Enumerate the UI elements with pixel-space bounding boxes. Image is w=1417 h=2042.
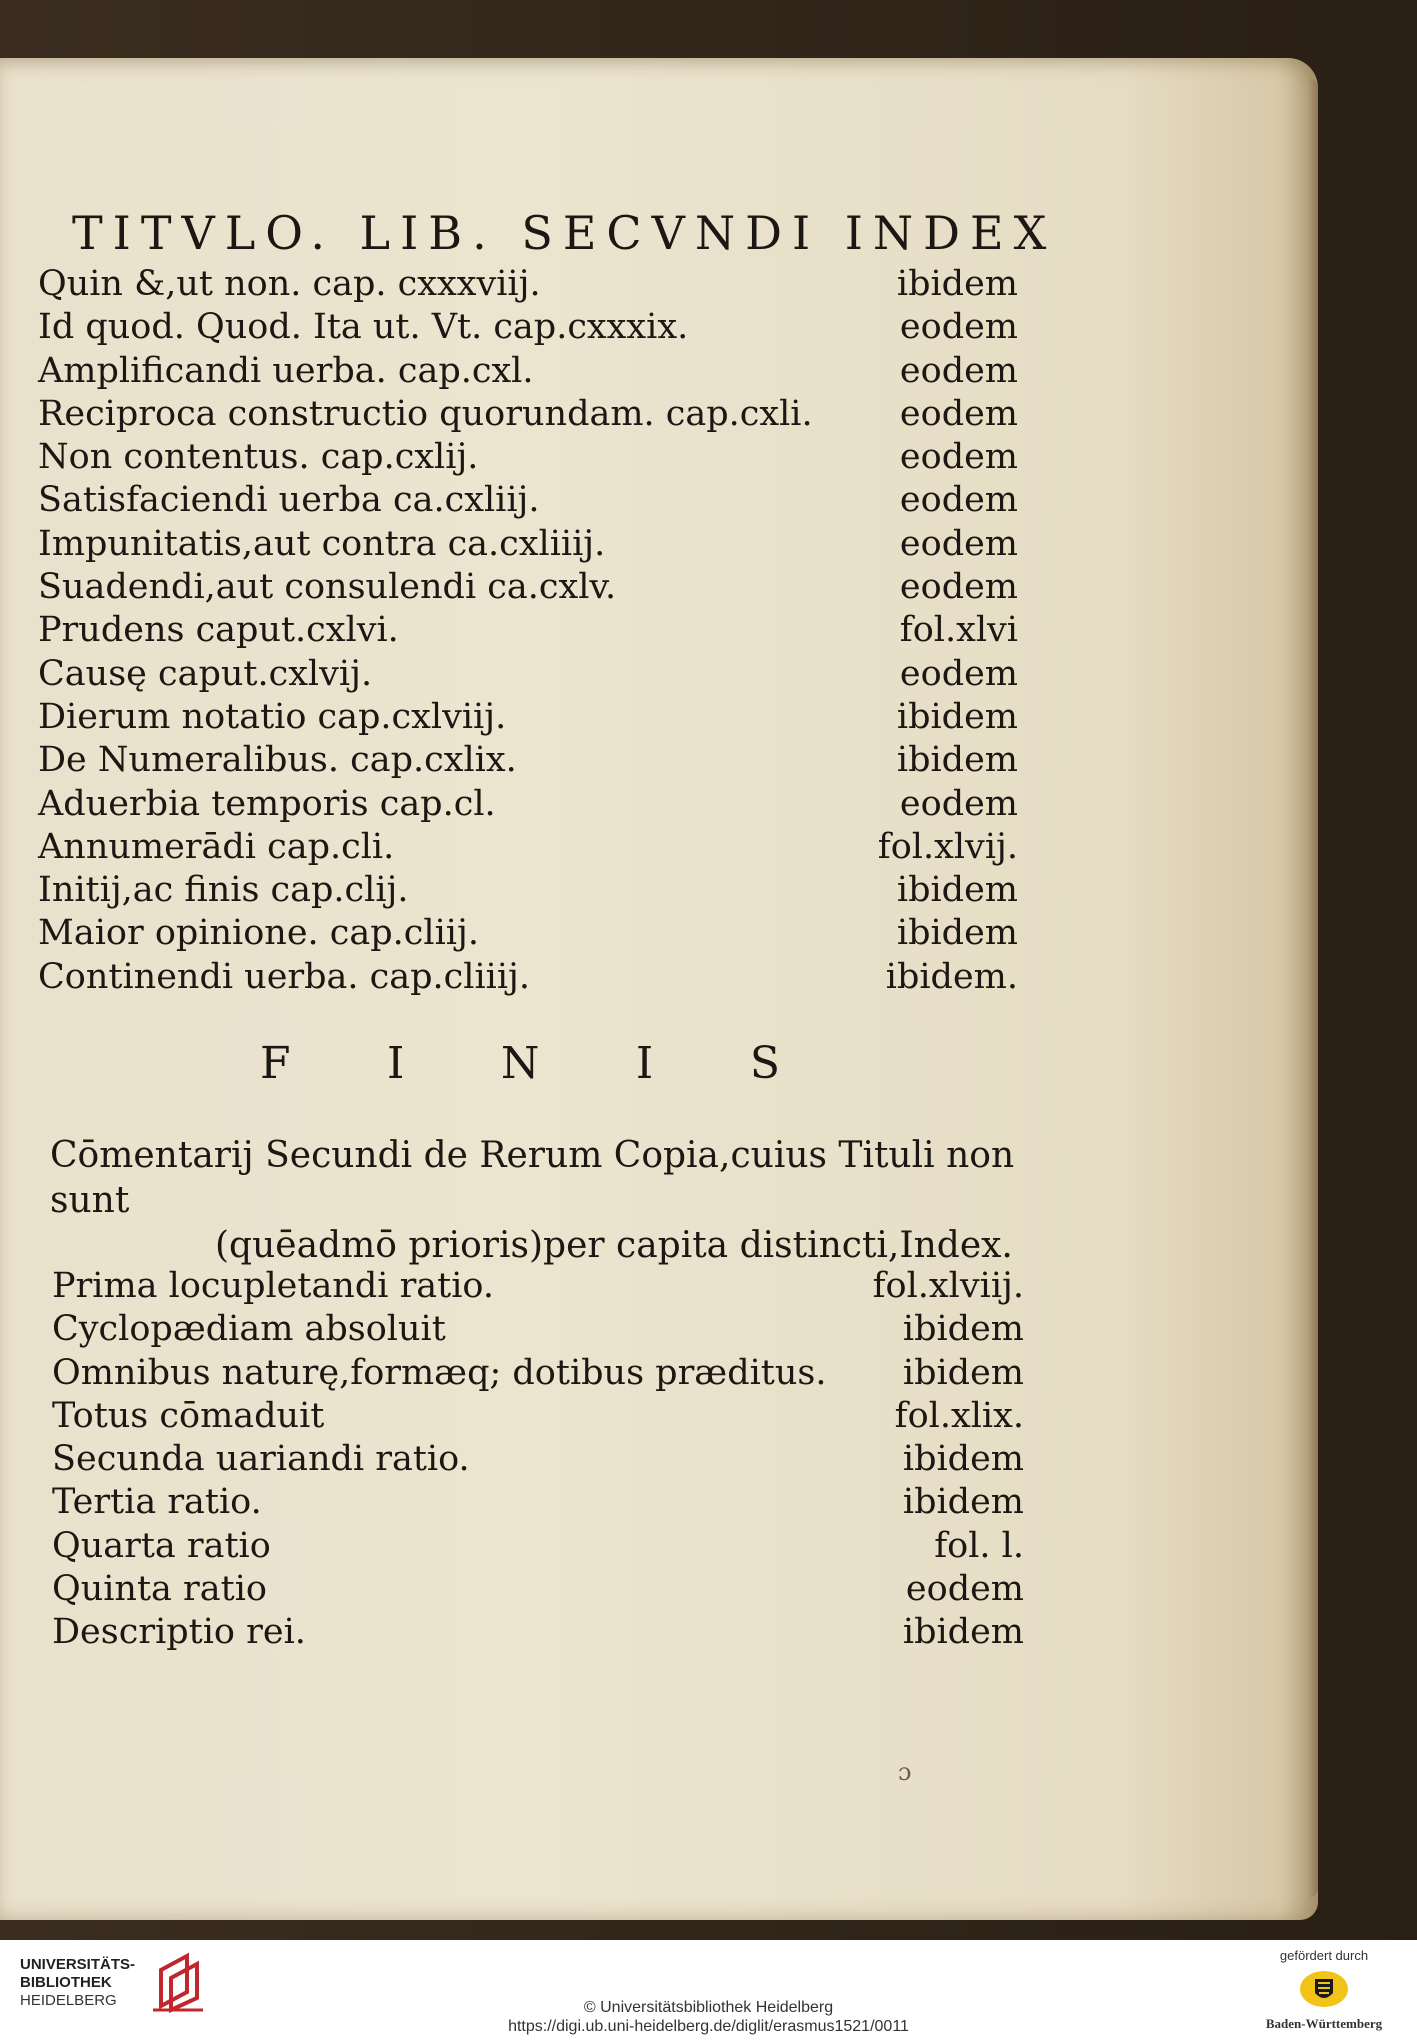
index-entry [52,1525,1024,1568]
index-entry-location: fol. l. [934,1525,1024,1566]
finis-heading [260,1038,780,1089]
index-entry-location: ibidem [902,1612,1024,1653]
library-name-line1: UNIVERSITÄTS- [20,1956,136,1973]
index-entry-text: Totus cōmaduit [52,1395,325,1436]
index-entry-location: ibidem [902,1309,1024,1350]
finis-letter: N [500,1038,540,1089]
running-head: TITVLO. LIB. SECVNDI INDEX [72,206,1057,260]
index-entry-text: Descriptio rei. [52,1612,306,1653]
finis-letter: I [387,1038,405,1089]
index-entry-location: eodem [899,653,1018,694]
index-entry-location: eodem [899,567,1018,608]
index-entry-text: De Numeralibus. cap.cxlix. [38,740,517,781]
index-list-ratios [52,1265,1024,1655]
funder-name: Baden-Württemberg [1265,2016,1383,2031]
index-entry-text: Prima locupletandi ratio. [52,1266,495,1306]
index-entry [52,1395,1024,1438]
index-entry-location: ibidem [896,696,1018,737]
index-entry-text: Tertia ratio. [52,1482,262,1523]
index-entry-text: Dierum notatio cap.cxlviij. [38,696,507,737]
library-name-line2: BIBLIOTHEK [20,1974,112,1991]
index-entry-location: eodem [899,307,1018,348]
index-entry-location: eodem [899,480,1018,521]
index-entry-text: Non contentus. cap.cxlij. [38,437,479,478]
index-entry [38,826,1018,869]
index-entry-location: ibidem. [885,956,1018,997]
index-entry-location: ibidem [902,1482,1024,1523]
index-entry-location: ibidem [902,1439,1024,1480]
index-entry-location: fol.xlviij. [872,1266,1024,1306]
index-entry-location: eodem [905,1569,1024,1610]
index-entry [38,956,1018,999]
index-entry [38,393,1018,436]
index-entry-text: Id quod. Quod. Ita ut. Vt. cap.cxxxix. [38,307,689,348]
index-entry-text: Annumerādi cap.cli. [38,826,395,867]
index-entry-location: ibidem [896,264,1018,304]
index-entry-location: eodem [899,437,1018,478]
index-entry-location: ibidem [896,913,1018,954]
index-entry-location: eodem [899,783,1018,824]
index-entry [38,609,1018,652]
index-entry [38,523,1018,566]
index-entry-text: Satisfaciendi uerba ca.cxliij. [38,480,540,521]
index-entry [38,696,1018,739]
index-entry-text: Impunitatis,aut contra ca.cxliiij. [38,523,606,564]
finis-letter: F [260,1038,291,1089]
copyright-text: © Universitätsbibliothek Heidelberg [583,1999,834,2016]
index-entry [38,653,1018,696]
book-page [0,58,1318,1920]
index-entry-location: fol.xlix. [894,1395,1024,1436]
copyright-block [0,1998,1417,2036]
index-entry [38,350,1018,393]
index-entry [38,436,1018,479]
index-entry [38,739,1018,782]
index-entry [52,1352,1024,1395]
funder-block[interactable] [1249,1948,1399,2032]
second-index-title [50,1133,1030,1268]
index-entry [52,1438,1024,1481]
index-entry [52,1481,1024,1524]
index-entry-location: fol.xlvij. [877,826,1018,867]
index-entry [52,1568,1024,1611]
index-entry-text: Omnibus naturę,formæq; dotibus præditus. [52,1352,827,1393]
index-entry-text: Amplificandi uerba. cap.cxl. [38,350,534,391]
viewer-footer [0,1940,1417,2042]
library-name-line3: HEIDELBERG [20,1992,117,2009]
index-entry [38,783,1018,826]
index-entry-location: ibidem [896,870,1018,911]
index-entry [52,1611,1024,1654]
index-entry-text: Reciproca constructio quorundam. cap.cxli. [38,393,813,434]
index-entry [38,306,1018,349]
index-entry-text: Secunda uariandi ratio. [52,1439,470,1480]
index-entry-text: Quarta ratio [52,1525,271,1566]
index-entry-text: Quinta ratio [52,1569,267,1610]
index-entry-text: Cyclopædiam absoluit [52,1309,446,1350]
funder-label: gefördert durch [1279,1948,1369,1963]
index-entry-text: Initij,ac finis cap.clij. [38,870,409,911]
index-entry [38,869,1018,912]
index-entry [52,1308,1024,1351]
index-entry-location: eodem [899,393,1018,434]
second-index-title-line2: (quēadmō prioris)per capita distincti,Index. [215,1225,1013,1266]
index-entry-text: Maior opinione. cap.cliij. [38,913,479,954]
index-entry-location: fol.xlvi [899,610,1018,651]
index-entry-text: Continendi uerba. cap.cliiij. [38,956,531,997]
index-entry-location: eodem [899,523,1018,564]
page-edge [1308,78,1318,1898]
index-entry [38,263,1018,306]
finis-letter: S [749,1038,780,1089]
index-entry-location: ibidem [902,1352,1024,1393]
index-entry-location: ibidem [896,740,1018,781]
finis-letter: I [635,1038,654,1089]
index-entry-text: Aduerbia temporis cap.cl. [38,783,496,824]
index-entry [52,1265,1024,1308]
index-entry-text: Prudens caput.cxlvi. [38,610,399,651]
second-index-title-line1: Cōmentarij Secundi de Rerum Copia,cuius Tituli non sunt [50,1135,1015,1221]
state-crest-icon [1298,1969,1350,2009]
index-entry [38,479,1018,522]
index-list-chapters [38,263,1018,999]
index-entry-location: eodem [899,350,1018,391]
index-entry-text: Causę caput.cxlvij. [38,653,373,694]
signature-mark: ɔ [898,1758,912,1786]
index-entry [38,912,1018,955]
index-entry [38,566,1018,609]
permalink-url[interactable]: https://digi.ub.uni-heidelberg.de/diglit/erasmus1521/0011 [508,2018,909,2035]
index-entry-text: Quin &,ut non. cap. cxxxviij. [38,264,541,304]
index-entry-text: Suadendi,aut consulendi ca.cxlv. [38,567,617,608]
